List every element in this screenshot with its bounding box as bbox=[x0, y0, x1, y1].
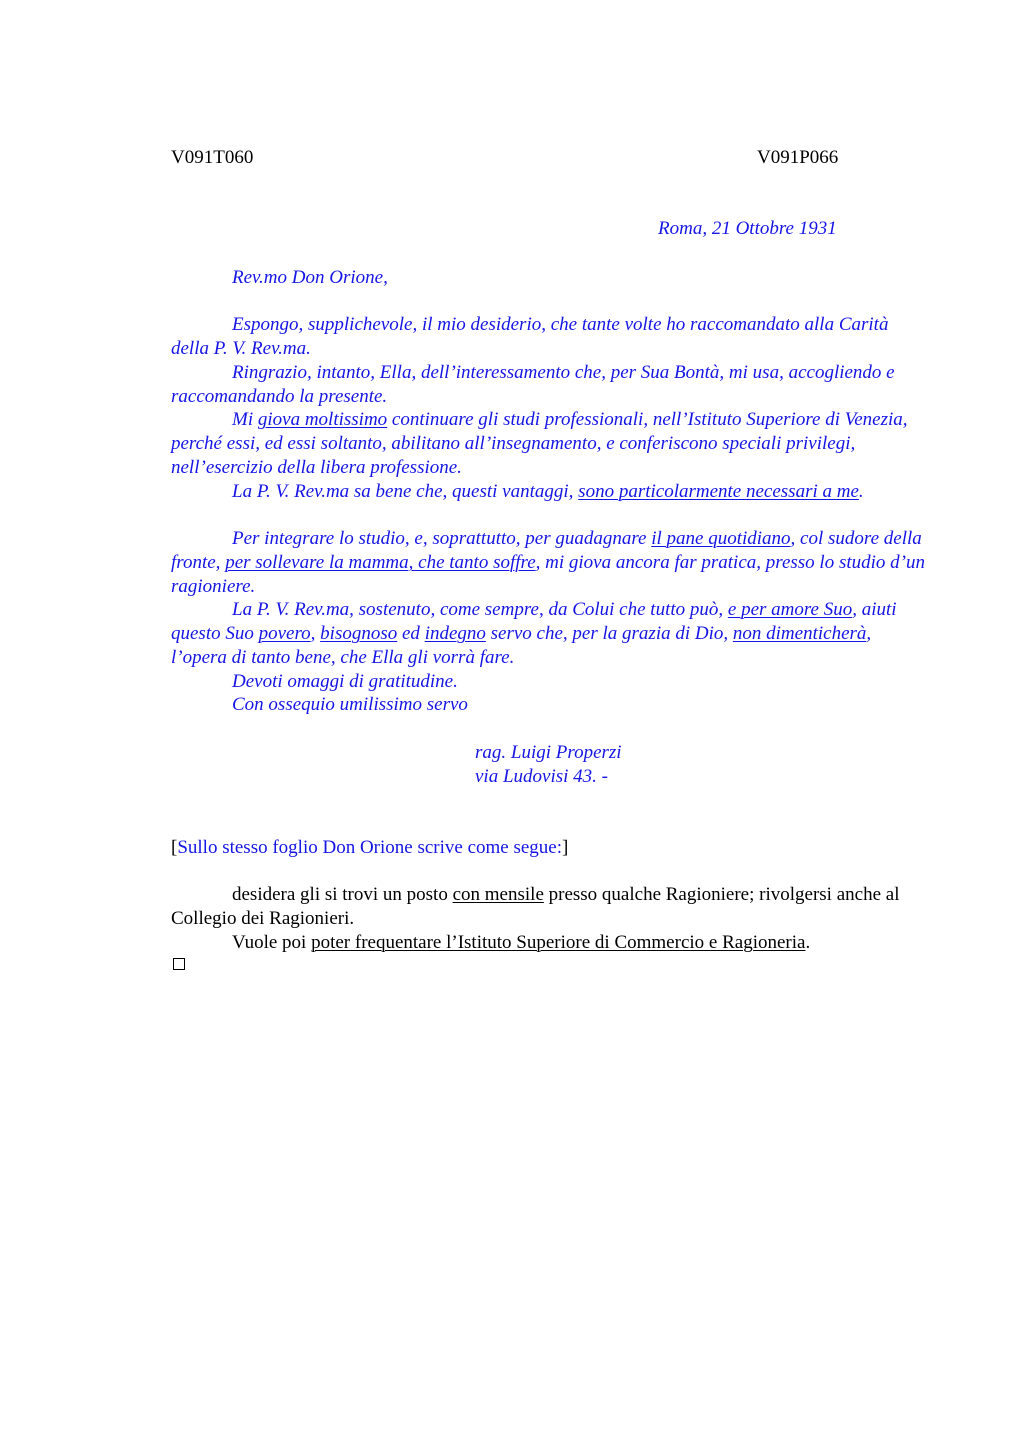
note-paragraph-1 bbox=[171, 883, 901, 931]
text-run: , col sudore della fronte, bbox=[171, 528, 922, 573]
underlined-phrase: indegno bbox=[424, 623, 486, 644]
text-run: Per integrare lo studio, e, soprattutto, per guadagnare bbox=[232, 528, 652, 549]
text-run: Mi bbox=[232, 409, 258, 430]
text-run: ed bbox=[397, 623, 425, 644]
text-run: desidera gli si trovi un posto bbox=[232, 884, 453, 905]
place-date: Roma, 21 Ottobre 1931 bbox=[658, 218, 837, 239]
letter-paragraph-4 bbox=[171, 480, 901, 504]
signature-address: via Ludovisi 43. - bbox=[475, 766, 608, 787]
text-run: servo che, per la grazia di Dio, bbox=[485, 623, 733, 644]
signature-name: rag. Luigi Properzi bbox=[475, 742, 622, 763]
text-run: La P. V. Rev.ma sa bene che, questi vantaggi, bbox=[232, 481, 579, 502]
letter-paragraph-3 bbox=[171, 408, 931, 480]
editorial-note-heading bbox=[171, 836, 568, 860]
underlined-phrase: bisognoso bbox=[320, 623, 398, 644]
text-run: continuare gli studi professionali, nell’Istituto Superiore di Venezia, perché essi, ed essi soltanto, abilitano all’insegnamento, e conferiscono speciali privilegi, nell’esercizio della libera professione. bbox=[171, 409, 908, 478]
text-run: presso qualche Ragioniere; rivolgersi anche al Collegio dei Ragionieri. bbox=[171, 884, 900, 929]
salutation: Rev.mo Don Orione, bbox=[232, 267, 388, 288]
letter-paragraph-2: Ringrazio, intanto, Ella, dell’interessamento che, per Sua Bontà, mi usa, accogliendo e raccomandando la presente. bbox=[171, 362, 895, 407]
letter-closing-2: Con ossequio umilissimo servo bbox=[232, 694, 468, 715]
document-code-left: V091T060 bbox=[171, 147, 254, 168]
letter-closing-1: Devoti omaggi di gratitudine. bbox=[232, 671, 458, 692]
editorial-note-text: Sullo stesso foglio Don Orione scrive come segue: bbox=[177, 837, 563, 858]
text-run: . bbox=[805, 932, 811, 953]
letter-paragraph-1: Espongo, supplichevole, il mio desiderio, che tante volte ho raccomandato alla Carità della P. V. Rev.ma. bbox=[171, 314, 889, 359]
text-run: La P. V. Rev.ma, sostenuto, come sempre, da Colui che tutto può, bbox=[232, 599, 728, 620]
underlined-phrase: il pane quotidiano bbox=[651, 528, 791, 549]
text-run: , mi giova ancora far pratica, presso lo studio d’un ragioniere. bbox=[171, 552, 925, 597]
end-square-icon bbox=[173, 958, 185, 970]
underlined-phrase: con mensile bbox=[452, 884, 544, 905]
letter-paragraph-5 bbox=[171, 527, 931, 599]
underlined-phrase: non dimenticherà bbox=[732, 623, 867, 644]
underlined-phrase: giova moltissimo bbox=[257, 409, 388, 430]
text-run: Vuole poi bbox=[232, 932, 312, 953]
underlined-phrase: e per amore Suo bbox=[727, 599, 853, 620]
text-run: , aiuti questo Suo bbox=[171, 599, 897, 644]
text-run: , bbox=[310, 623, 321, 644]
bracket-close: ] bbox=[562, 837, 569, 858]
text-run: , l’opera di tanto bene, che Ella gli vorrà fare. bbox=[171, 623, 872, 668]
underlined-phrase: sono particolarmente necessari a me bbox=[578, 481, 859, 502]
underlined-phrase: povero bbox=[258, 623, 311, 644]
underlined-phrase: per sollevare la mamma, che tanto soffre bbox=[225, 552, 536, 573]
text-run: . bbox=[858, 481, 864, 502]
bracket-open: [ bbox=[171, 837, 178, 858]
underlined-phrase: poter frequentare l’Istituto Superiore di Commercio e Ragioneria bbox=[311, 932, 806, 953]
note-paragraph-2 bbox=[171, 931, 931, 955]
document-code-right: V091P066 bbox=[757, 147, 839, 168]
letter-paragraph-6 bbox=[171, 598, 931, 670]
